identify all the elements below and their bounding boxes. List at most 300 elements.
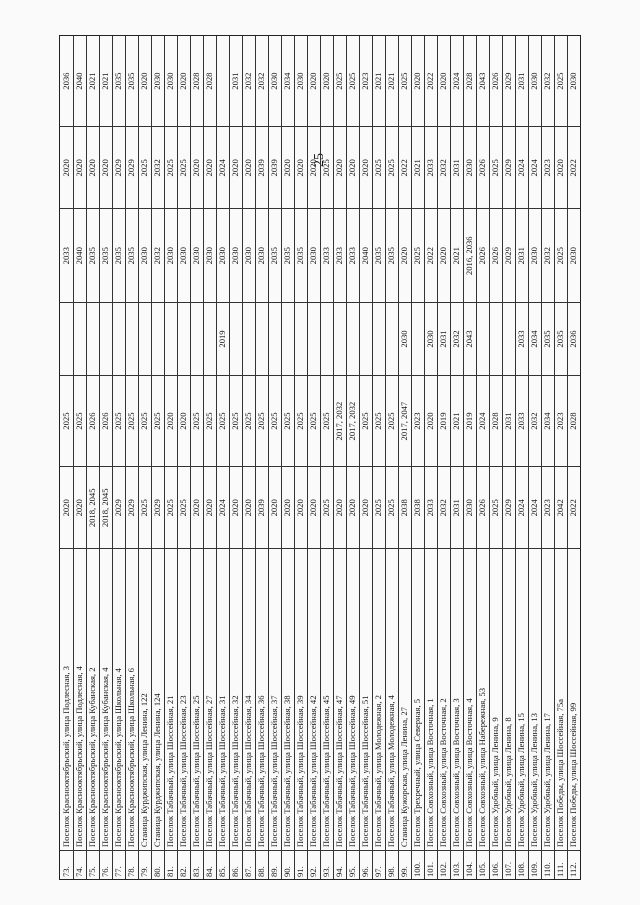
column-divider — [437, 548, 450, 549]
column-divider — [86, 850, 99, 851]
table-row — [112, 36, 126, 879]
address-cell: Поселок Табачный, улица Шоссейная, 27 — [204, 695, 214, 848]
year-cell-4: 2033 — [334, 247, 344, 265]
year-cell-2: 2025 — [113, 412, 123, 430]
year-cell-3: 2035 — [555, 330, 565, 348]
year-cell-5: 2030 — [464, 159, 474, 177]
address-cell: Поселок Совхозный, улица Восточная, 1 — [425, 698, 435, 848]
year-cell-5: 2020 — [308, 159, 318, 177]
year-cell-4: 2021 — [451, 247, 461, 265]
year-cell-6: 2025 — [399, 72, 409, 90]
column-divider — [437, 126, 450, 127]
year-cell-6: 2036 — [61, 72, 71, 90]
column-divider — [463, 850, 476, 851]
row-number-cell: 106. — [490, 861, 500, 877]
row-number-cell: 83. — [191, 866, 201, 877]
column-divider — [268, 208, 281, 209]
column-divider — [385, 126, 398, 127]
column-divider — [398, 466, 411, 467]
year-cell-2: 2025 — [308, 412, 318, 430]
year-cell-1: 2018, 2045 — [87, 488, 97, 528]
year-cell-3 — [359, 303, 372, 375]
column-divider — [476, 302, 489, 303]
year-cell-5: 2020 — [282, 159, 292, 177]
year-cell-4: 2030 — [178, 247, 188, 265]
year-cell-4: 2030 — [139, 247, 149, 265]
column-divider — [333, 850, 346, 851]
year-cell-1: 2024 — [516, 499, 526, 517]
year-cell-1: 2020 — [204, 499, 214, 517]
address-cell: Поселок Табачный, улица Шоссейная, 34 — [243, 695, 253, 848]
column-divider — [307, 466, 320, 467]
year-cell-5: 2021 — [412, 159, 422, 177]
column-divider — [255, 302, 268, 303]
table-row — [476, 36, 490, 879]
year-cell-6: 2030 — [295, 72, 305, 90]
row-number-cell: 103. — [451, 861, 461, 877]
column-divider — [502, 548, 515, 549]
year-cell-3 — [203, 303, 216, 375]
column-divider — [424, 850, 437, 851]
column-divider — [229, 126, 242, 127]
year-cell-4: 2025 — [412, 247, 422, 265]
column-divider — [385, 208, 398, 209]
year-cell-6: 2024 — [451, 72, 461, 90]
year-cell-4: 2030 — [529, 247, 539, 265]
column-divider — [242, 466, 255, 467]
column-divider — [463, 548, 476, 549]
column-divider — [73, 126, 86, 127]
column-divider — [346, 208, 359, 209]
column-divider — [450, 548, 463, 549]
column-divider — [190, 548, 203, 549]
year-cell-2: 2017, 2047 — [399, 401, 409, 441]
year-cell-3 — [502, 303, 515, 375]
column-divider — [528, 208, 541, 209]
year-cell-2: 2020 — [178, 412, 188, 430]
column-divider — [346, 302, 359, 303]
column-divider — [359, 302, 372, 303]
column-divider — [411, 375, 424, 376]
year-cell-2: 2028 — [568, 412, 578, 430]
table-row — [294, 36, 308, 879]
row-number-cell: 84. — [204, 866, 214, 877]
year-cell-5: 2031 — [451, 159, 461, 177]
year-cell-1: 2025 — [321, 499, 331, 517]
year-cell-5: 2022 — [399, 159, 409, 177]
year-cell-3 — [164, 303, 177, 375]
year-cell-6: 2030 — [165, 72, 175, 90]
year-cell-3 — [255, 303, 268, 375]
year-cell-5: 2025 — [373, 159, 383, 177]
table-row — [463, 36, 477, 879]
column-divider — [528, 466, 541, 467]
year-cell-6: 2030 — [269, 72, 279, 90]
table-row — [60, 36, 74, 879]
column-divider — [463, 208, 476, 209]
year-cell-6: 2030 — [568, 72, 578, 90]
column-divider — [489, 548, 502, 549]
column-divider — [489, 466, 502, 467]
column-divider — [320, 302, 333, 303]
column-divider — [86, 375, 99, 376]
column-divider — [73, 302, 86, 303]
column-divider — [372, 208, 385, 209]
column-divider — [99, 548, 112, 549]
column-divider — [567, 302, 580, 303]
year-cell-3: 2035 — [542, 330, 552, 348]
year-cell-2: 2031 — [503, 412, 513, 430]
column-divider — [437, 375, 450, 376]
year-cell-6: 2031 — [516, 72, 526, 90]
year-cell-4: 2033 — [321, 247, 331, 265]
column-divider — [333, 208, 346, 209]
row-number-cell: 87. — [243, 866, 253, 877]
year-cell-4: 2040 — [360, 247, 370, 265]
year-cell-1: 2020 — [295, 499, 305, 517]
year-cell-6: 2020 — [178, 72, 188, 90]
address-cell: Поселок Совхозный, улица Восточная, 3 — [451, 698, 461, 848]
table-row — [541, 36, 555, 879]
column-divider — [73, 375, 86, 376]
column-divider — [281, 126, 294, 127]
column-divider — [99, 850, 112, 851]
column-divider — [411, 302, 424, 303]
column-divider — [372, 375, 385, 376]
column-divider — [203, 548, 216, 549]
year-cell-1: 2022 — [568, 499, 578, 517]
column-divider — [60, 302, 73, 303]
column-divider — [190, 850, 203, 851]
year-cell-2: 2023 — [555, 412, 565, 430]
year-cell-4: 2035 — [386, 247, 396, 265]
column-divider — [489, 375, 502, 376]
year-cell-3 — [294, 303, 307, 375]
year-cell-1: 2025 — [139, 499, 149, 517]
year-cell-2: 2025 — [126, 412, 136, 430]
year-cell-2: 2026 — [100, 412, 110, 430]
year-cell-3 — [346, 303, 359, 375]
row-number-cell: 81. — [165, 866, 175, 877]
address-cell: Поселок Совхозный, улица Восточная, 2 — [438, 698, 448, 848]
column-divider — [307, 548, 320, 549]
column-divider — [294, 126, 307, 127]
table-row — [86, 36, 100, 879]
column-divider — [294, 375, 307, 376]
column-divider — [60, 466, 73, 467]
row-number-cell: 78. — [126, 866, 136, 877]
address-cell: Поселок Победы, улица Шоссейная, 99 — [568, 702, 578, 848]
column-divider — [307, 850, 320, 851]
year-cell-3 — [60, 303, 73, 375]
column-divider — [346, 466, 359, 467]
row-number-cell: 92. — [308, 866, 318, 877]
column-divider — [203, 850, 216, 851]
year-cell-6: 2020 — [412, 72, 422, 90]
column-divider — [307, 126, 320, 127]
year-cell-5: 2020 — [243, 159, 253, 177]
column-divider — [138, 208, 151, 209]
column-divider — [372, 466, 385, 467]
year-cell-3: 2030 — [425, 330, 435, 348]
column-divider — [203, 466, 216, 467]
year-cell-3 — [476, 303, 489, 375]
year-cell-1: 2025 — [165, 499, 175, 517]
year-cell-3: 2033 — [516, 330, 526, 348]
year-cell-2: 2025 — [373, 412, 383, 430]
row-number-cell: 101. — [425, 861, 435, 877]
column-divider — [86, 302, 99, 303]
column-divider — [216, 375, 229, 376]
year-cell-5: 2020 — [230, 159, 240, 177]
column-divider — [190, 302, 203, 303]
column-divider — [164, 548, 177, 549]
column-divider — [333, 375, 346, 376]
column-divider — [229, 850, 242, 851]
column-divider — [307, 375, 320, 376]
column-divider — [164, 126, 177, 127]
year-cell-6: 2022 — [425, 72, 435, 90]
column-divider — [125, 208, 138, 209]
year-cell-4: 2035 — [126, 247, 136, 265]
column-divider — [554, 126, 567, 127]
address-cell: Поселок Совхозный, улица Восточная, 4 — [464, 698, 474, 848]
year-cell-2: 2025 — [269, 412, 279, 430]
year-cell-6: 2020 — [139, 72, 149, 90]
column-divider — [476, 548, 489, 549]
year-cell-5: 2025 — [490, 159, 500, 177]
year-cell-4: 2020 — [438, 247, 448, 265]
column-divider — [190, 126, 203, 127]
year-cell-3: 2032 — [451, 330, 461, 348]
year-cell-3: 2030 — [399, 330, 409, 348]
column-divider — [294, 850, 307, 851]
year-cell-5: 2025 — [178, 159, 188, 177]
column-divider — [255, 126, 268, 127]
year-cell-4: 2030 — [165, 247, 175, 265]
column-divider — [281, 208, 294, 209]
address-cell: Поселок Табачный, улица Шоссейная, 37 — [269, 695, 279, 848]
table-row — [99, 36, 113, 879]
column-divider — [528, 850, 541, 851]
column-divider — [86, 466, 99, 467]
column-divider — [112, 126, 125, 127]
year-cell-4: 2022 — [425, 247, 435, 265]
column-divider — [138, 466, 151, 467]
table-row — [411, 36, 425, 879]
year-cell-1: 2029 — [126, 499, 136, 517]
column-divider — [528, 548, 541, 549]
year-cell-6: 2023 — [360, 72, 370, 90]
column-divider — [372, 302, 385, 303]
year-cell-2: 2020 — [165, 412, 175, 430]
table-grid — [60, 36, 580, 879]
year-cell-4: 2030 — [191, 247, 201, 265]
year-cell-3: 2036 — [568, 330, 578, 348]
year-cell-2: 2017, 2032 — [334, 401, 344, 441]
column-divider — [177, 375, 190, 376]
year-cell-4: 2035 — [373, 247, 383, 265]
year-cell-4: 2030 — [217, 247, 227, 265]
year-cell-2: 2025 — [295, 412, 305, 430]
year-cell-6: 2040 — [74, 72, 84, 90]
table-row — [203, 36, 217, 879]
row-number-cell: 105. — [477, 861, 487, 877]
year-cell-5: 2039 — [256, 159, 266, 177]
column-divider — [164, 302, 177, 303]
column-divider — [177, 548, 190, 549]
column-divider — [151, 302, 164, 303]
column-divider — [281, 302, 294, 303]
year-cell-5: 2020 — [204, 159, 214, 177]
year-cell-5: 2024 — [529, 159, 539, 177]
column-divider — [437, 466, 450, 467]
column-divider — [216, 850, 229, 851]
column-divider — [450, 375, 463, 376]
row-number-cell: 76. — [100, 866, 110, 877]
year-cell-3 — [138, 303, 151, 375]
row-number-cell: 112. — [568, 862, 578, 877]
year-cell-2: 2025 — [321, 412, 331, 430]
column-divider — [463, 375, 476, 376]
page-number: 25 — [312, 153, 327, 167]
year-cell-3 — [229, 303, 242, 375]
row-number-cell: 90. — [282, 866, 292, 877]
row-number-cell: 77. — [113, 866, 123, 877]
column-divider — [281, 850, 294, 851]
column-divider — [203, 126, 216, 127]
year-cell-4: 2035 — [100, 247, 110, 265]
year-cell-6: 2031 — [230, 72, 240, 90]
column-divider — [320, 126, 333, 127]
column-divider — [216, 302, 229, 303]
column-divider — [567, 208, 580, 209]
column-divider — [320, 850, 333, 851]
column-divider — [138, 302, 151, 303]
table-row — [398, 36, 412, 879]
year-cell-6: 2035 — [126, 72, 136, 90]
year-cell-4: 2030 — [256, 247, 266, 265]
table-row — [372, 36, 386, 879]
column-divider — [203, 302, 216, 303]
address-cell: Поселок Табачный, улица Шоссейная, 32 — [230, 695, 240, 848]
column-divider — [489, 850, 502, 851]
year-cell-5: 2023 — [542, 159, 552, 177]
column-divider — [112, 302, 125, 303]
column-divider — [125, 126, 138, 127]
column-divider — [476, 850, 489, 851]
year-cell-4: 2035 — [282, 247, 292, 265]
column-divider — [424, 466, 437, 467]
column-divider — [307, 302, 320, 303]
column-divider — [385, 850, 398, 851]
column-divider — [463, 466, 476, 467]
column-divider — [86, 208, 99, 209]
row-number-cell: 104. — [464, 861, 474, 877]
table-row — [216, 36, 230, 879]
column-divider — [502, 850, 515, 851]
column-divider — [372, 126, 385, 127]
column-divider — [73, 208, 86, 209]
column-divider — [567, 548, 580, 549]
column-divider — [515, 208, 528, 209]
table-row — [333, 36, 347, 879]
column-divider — [541, 302, 554, 303]
year-cell-6: 2029 — [503, 72, 513, 90]
row-number-cell: 108. — [516, 861, 526, 877]
column-divider — [541, 850, 554, 851]
column-divider — [502, 466, 515, 467]
column-divider — [411, 548, 424, 549]
year-cell-6: 2034 — [282, 72, 292, 90]
column-divider — [151, 466, 164, 467]
table-row — [138, 36, 152, 879]
address-cell: Поселок Удобный, улица Ленина, 8 — [503, 717, 513, 848]
column-divider — [294, 208, 307, 209]
year-cell-6: 2025 — [334, 72, 344, 90]
column-divider — [73, 548, 86, 549]
column-divider — [242, 208, 255, 209]
year-cell-5: 2026 — [477, 159, 487, 177]
column-divider — [476, 375, 489, 376]
year-cell-1: 2024 — [217, 499, 227, 517]
address-cell: Поселок Табачный, улица Шоссейная, 39 — [295, 695, 305, 848]
column-divider — [203, 375, 216, 376]
year-cell-3 — [268, 303, 281, 375]
table-row — [307, 36, 321, 879]
column-divider — [567, 850, 580, 851]
table-row — [177, 36, 191, 879]
column-divider — [476, 466, 489, 467]
address-cell: Поселок Удобный, улица Ленина, 9 — [490, 717, 500, 848]
year-cell-2: 2019 — [464, 412, 474, 430]
year-cell-4: 2029 — [503, 247, 513, 265]
year-cell-4: 2035 — [295, 247, 305, 265]
column-divider — [424, 548, 437, 549]
year-cell-5: 2033 — [425, 159, 435, 177]
row-number-cell: 110. — [542, 862, 552, 877]
year-cell-2: 2017, 2032 — [347, 401, 357, 441]
year-cell-5: 2039 — [269, 159, 279, 177]
column-divider — [99, 466, 112, 467]
address-cell: Поселок Краснооктябрьский, улица Школьная, 6 — [126, 668, 136, 848]
year-cell-2: 2025 — [243, 412, 253, 430]
column-divider — [60, 126, 73, 127]
column-divider — [424, 208, 437, 209]
year-cell-5: 2025 — [139, 159, 149, 177]
year-cell-6: 2032 — [243, 72, 253, 90]
row-number-cell: 98. — [386, 866, 396, 877]
year-cell-4: 2035 — [87, 247, 97, 265]
year-cell-3: 2034 — [529, 330, 539, 348]
column-divider — [112, 850, 125, 851]
address-cell: Поселок Табачный, улица Шоссейная, 47 — [334, 695, 344, 848]
year-cell-5: 2020 — [61, 159, 71, 177]
address-cell: Поселок Победы, улица Шоссейная, 75а — [555, 699, 565, 848]
column-divider — [242, 302, 255, 303]
year-cell-5: 2029 — [113, 159, 123, 177]
column-divider — [177, 126, 190, 127]
column-divider — [138, 375, 151, 376]
column-divider — [372, 850, 385, 851]
year-cell-2: 2020 — [425, 412, 435, 430]
row-number-cell: 107. — [503, 861, 513, 877]
column-divider — [476, 126, 489, 127]
year-cell-4: 2032 — [152, 247, 162, 265]
year-cell-5: 2020 — [74, 159, 84, 177]
year-cell-2: 2025 — [360, 412, 370, 430]
year-cell-4: 2030 — [308, 247, 318, 265]
